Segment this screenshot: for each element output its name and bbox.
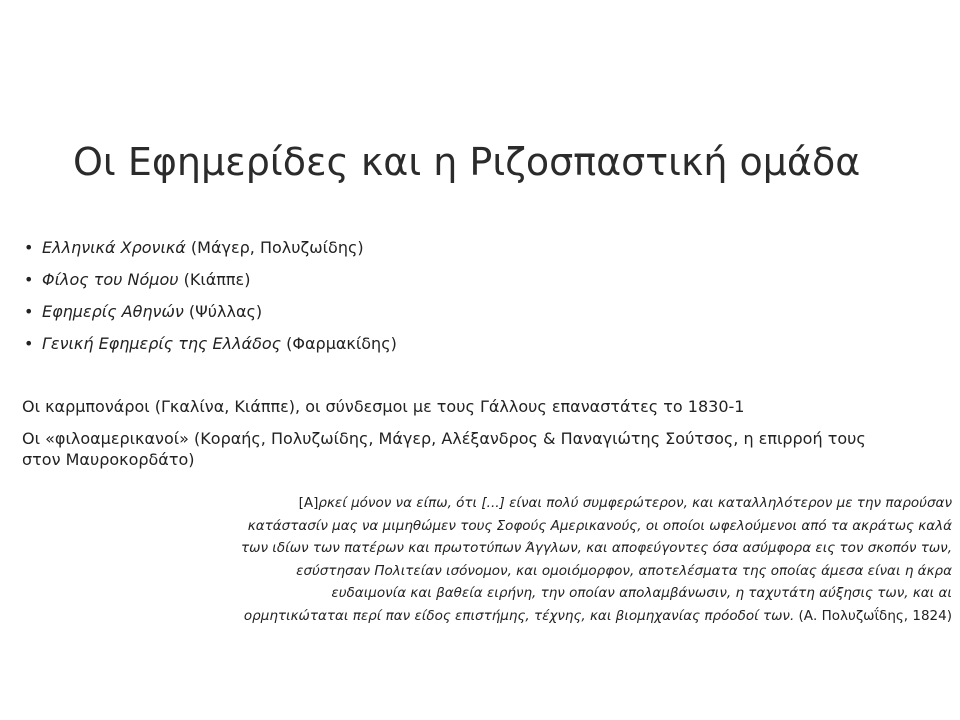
quote-block xyxy=(150,492,952,627)
list-item xyxy=(22,328,902,360)
quote-line: κατάστασίν μας να μιμηθώμεν τους Σοφούς Αμερικανούς, οι οποίοι ωφελούμενοι από τα ακράτως καλά xyxy=(247,517,952,534)
newspaper-name: Φίλος του Νόμου xyxy=(42,270,179,289)
newspaper-list xyxy=(22,232,902,360)
newspaper-detail: (Ψύλλας) xyxy=(183,302,263,321)
bullet-icon: • xyxy=(24,302,34,321)
list-item xyxy=(22,296,902,328)
slide-title: Οι Εφημερίδες και η Ριζοσπαστική ομάδα xyxy=(73,140,861,184)
carbonari-paragraph: Οι καρμπονάροι (Γκαλίνα, Κιάππε), οι σύνδεσμοι με τους Γάλλους επαναστάτες το 1830-1 xyxy=(22,397,745,416)
quote-line xyxy=(150,605,952,628)
newspaper-name: Ελληνικά Χρονικά xyxy=(42,238,186,257)
bullet-icon: • xyxy=(24,238,34,257)
list-item xyxy=(22,232,902,264)
quote-citation: (Α. Πολυζωΐδης, 1824) xyxy=(794,607,952,624)
quote-text: ορμητικώταται περί παν είδος επιστήμης, τέχνης, και βιομηχανίας πρόοδοί των. xyxy=(243,607,795,624)
newspaper-name: Εφημερίς Αθηνών xyxy=(42,302,184,321)
quote-line: ευδαιμονία και βαθεία ειρήνη, την οποίαν απολαμβάνωσιν, η ταχυτάτη αύξησις των, και αι xyxy=(331,585,952,601)
list-item xyxy=(22,264,902,296)
quote-line xyxy=(150,492,952,515)
quote-text: ρκεί μόνον να είπω, ότι [...] είναι πολύ συμφερώτερον, και καταλληλότερον με την παρούσαν xyxy=(318,495,952,511)
philoamerican-paragraph: Οι «φιλοαμερικανοί» (Κοραής, Πολυζωίδης, Μάγερ, Αλέξανδρος & Παναγιώτης Σούτσος, η επιρροή τους στον Μαυροκορδάτο) xyxy=(22,429,866,469)
newspaper-detail: (Μάγερ, Πολυζωίδης) xyxy=(185,238,364,257)
quote-line: εσύστησαν Πολιτείαν ισόνομον, και ομοιόμορφον, αποτελέσματα της οποίας άμεσα είναι η άκρα xyxy=(296,562,952,579)
newspaper-detail: (Φαρμακίδης) xyxy=(281,334,397,353)
bullet-icon: • xyxy=(24,270,34,289)
bullet-icon: • xyxy=(24,334,34,353)
quote-bracket: [Α] xyxy=(298,495,319,511)
newspaper-name: Γενική Εφημερίς της Ελλάδος xyxy=(42,334,282,353)
newspaper-detail: (Κιάππε) xyxy=(178,270,251,289)
quote-line: των ιδίων των πατέρων και πρωτοτύπων Άγγλων, και αποφεύγοντες όσα ασύμφορα εις τον σκοπόν των, xyxy=(241,540,952,556)
